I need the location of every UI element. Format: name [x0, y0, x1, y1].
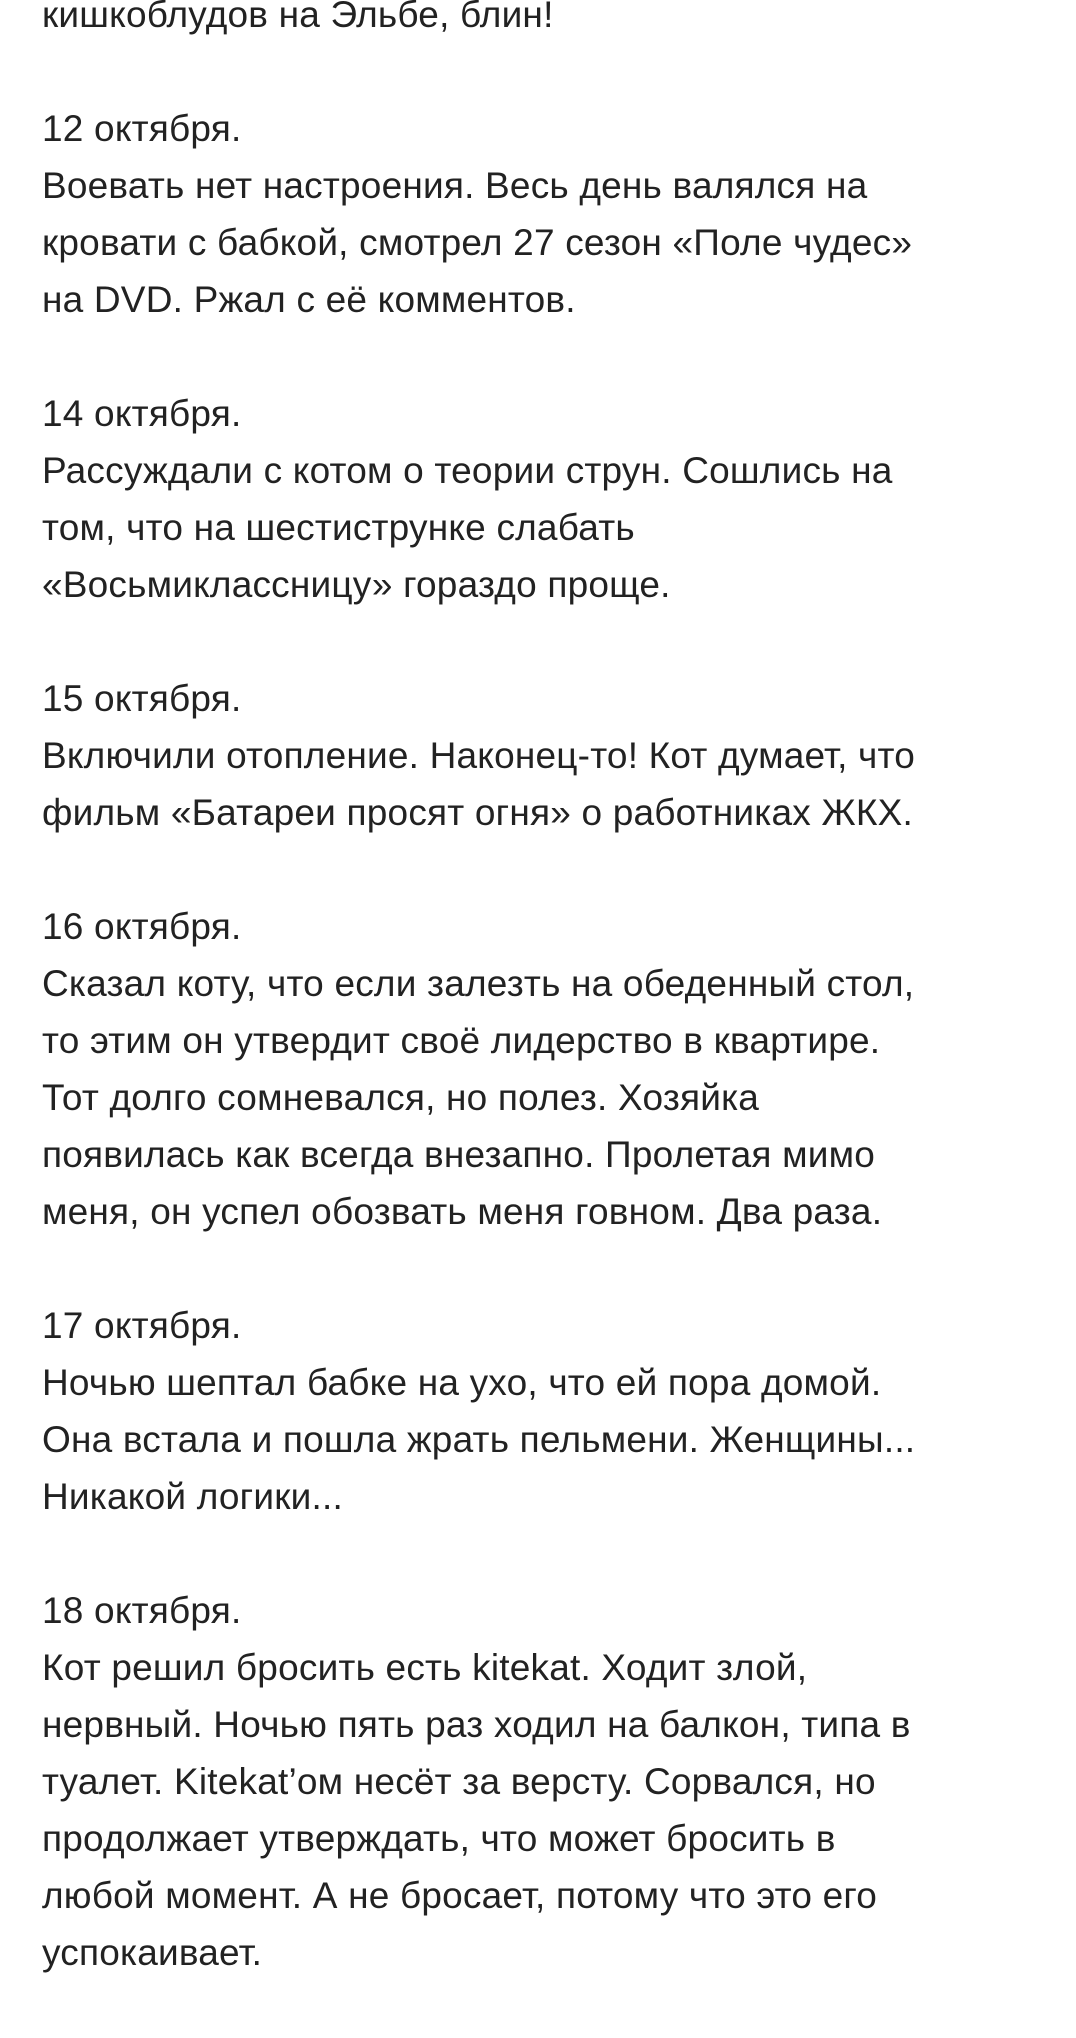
entry-date: 12 октября.	[42, 108, 242, 149]
entry-text-line: Ночью шептал бабке на ухо, что ей пора домой.	[42, 1362, 882, 1403]
diary-entry	[42, 1297, 1042, 1525]
entry-text-line: меня, он успел обозвать меня говном. Два раза.	[42, 1191, 883, 1232]
entry-date: 17 октября.	[42, 1305, 242, 1346]
entry-text-line: Воевать нет настроения. Весь день валялся на	[42, 165, 868, 206]
entry-date: 14 октября.	[42, 393, 242, 434]
entry-date: 16 октября.	[42, 906, 242, 947]
entry-text-line: продолжает утверждать, что может бросить в	[42, 1818, 836, 1859]
entry-text-line: Кот решил бросить есть kitekat. Ходит злой,	[42, 1647, 808, 1688]
diary-entry	[42, 100, 1042, 328]
entry-text-line: то этим он утвердит своё лидерство в квартире.	[42, 1020, 881, 1061]
entry-text-line: кровати с бабкой, смотрел 27 сезон «Поле чудес»	[42, 222, 913, 263]
entry-text-line: том, что на шестиструнке слабать	[42, 507, 635, 548]
entry-text-line: на DVD. Ржал с её комментов.	[42, 279, 576, 320]
entry-text-line: появилась как всегда внезапно. Пролетая мимо	[42, 1134, 876, 1175]
diary-entry	[42, 898, 1042, 1240]
entry-text-line: нервный. Ночью пять раз ходил на балкон, типа в	[42, 1704, 911, 1745]
entry-text-line: Никакой логики...	[42, 1476, 343, 1517]
article-body	[42, 0, 1042, 2038]
entry-text-line: успокаивает.	[42, 1932, 263, 1973]
entry-text-line: туалет. Kitekat’ом несёт за версту. Сорвался, но	[42, 1761, 876, 1802]
entry-text-line: фильм «Батареи просят огня» о работниках ЖКХ.	[42, 792, 913, 833]
entry-date: 15 октября.	[42, 678, 242, 719]
entry-text-line: Рассуждали с котом о теории струн. Сошлись на	[42, 450, 893, 491]
entry-text-line: Сказал коту, что если залезть на обеденный стол,	[42, 963, 915, 1004]
entry-text-line: любой момент. А не бросает, потому что это его	[42, 1875, 878, 1916]
diary-entry	[42, 385, 1042, 613]
diary-entry	[42, 670, 1042, 841]
entry-text-line: Она встала и пошла жрать пельмени. Женщины...	[42, 1419, 916, 1460]
entry-text-line: Включили отопление. Наконец-то! Кот думает, что	[42, 735, 916, 776]
diary-entry	[42, 1582, 1042, 1981]
entry-text-line: «Восьмиклассницу» гораздо проще.	[42, 564, 671, 605]
entry-text-line: Тот долго сомневался, но полез. Хозяйка	[42, 1077, 760, 1118]
entry-date: 18 октября.	[42, 1590, 242, 1631]
intro-text: кишкоблудов на Эльбе, блин!	[42, 0, 554, 35]
